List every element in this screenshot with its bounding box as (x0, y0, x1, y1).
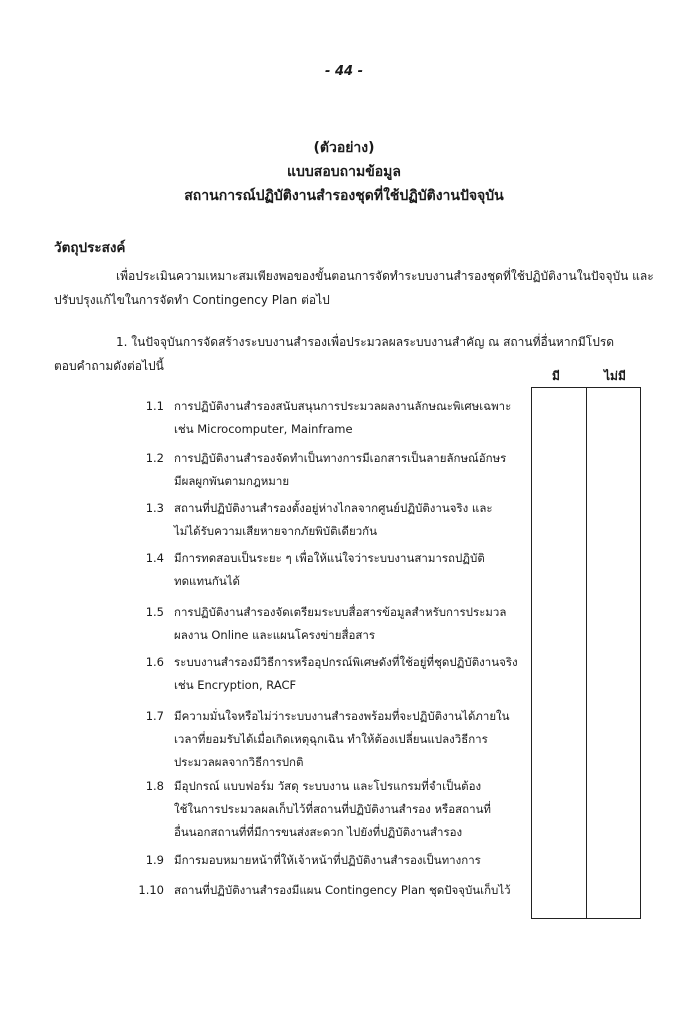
objective-line-1: เพื่อประเมินความเหมาะสมเพียงพอของขั้นตอนการจัดทำระบบงานสำรองชุดที่ใช้ปฏิบัติงานในปัจจุบัน และ (116, 269, 654, 283)
item-text-line: ใช้ในการประมวลผลเก็บไว้ที่สถานที่ปฏิบัติงานสำรอง หรือสถานที่ (174, 802, 492, 816)
item-text-line: การปฏิบัติงานสำรองสนับสนุนการประมวลผลงานลักษณะพิเศษเฉพาะ (174, 399, 512, 413)
question-item (130, 705, 525, 774)
item-text (174, 879, 525, 902)
item-text-line: มีการทดสอบเป็นระยะ ๆ เพื่อให้แน่ใจว่าระบบงานสามารถปฏิบัติ (174, 551, 485, 565)
item-number: 1.4 (145, 551, 164, 565)
item-text-line: มีอุปกรณ์ แบบฟอร์ม วัสดุ ระบบงาน และโปรแกรมที่จำเป็นต้อง (174, 779, 482, 793)
item-text-line: มีผลผูกพันตามกฎหมาย (174, 474, 290, 488)
item-text-line: ผลงาน Online และแผนโครงข่ายสื่อสาร (174, 628, 376, 642)
item-text-line: สถานที่ปฏิบัติงานสำรองตั้งอยู่ห่างไกลจากศูนย์ปฏิบัติงานจริง และ (174, 501, 493, 515)
title-block (0, 136, 688, 208)
title-questionnaire: แบบสอบถามข้อมูล (287, 164, 401, 180)
item-text-line: อื่นนอกสถานที่ที่มีการขนส่งสะดวก ไปยังที่ปฏิบัติงานสำรอง (174, 825, 463, 839)
objective-heading: วัตถุประสงค์ (54, 240, 126, 256)
item-text (174, 447, 525, 493)
answer-table[interactable] (531, 387, 641, 919)
item-text (174, 395, 525, 441)
column-header-yes: มี (552, 369, 560, 383)
column-header-no: ไม่มี (604, 369, 626, 383)
item-number: 1.3 (145, 501, 164, 515)
item-number: 1.8 (145, 779, 164, 793)
item-text (174, 775, 525, 844)
item-number: 1.5 (145, 605, 164, 619)
item-text-line: เช่น Encryption, RACF (174, 678, 297, 692)
item-text-line: ประมวลผลจากวิธีการปกติ (174, 755, 304, 769)
item-text-line: ระบบงานสำรองมีวิธีการหรืออุปกรณ์พิเศษดังที่ใช้อยู่ที่ชุดปฏิบัติงานจริง (174, 655, 518, 669)
item-text-line: มีความมั่นใจหรือไม่ว่าระบบงานสำรองพร้อมที่จะปฏิบัติงานได้ภายใน (174, 709, 510, 723)
question-item (130, 547, 525, 593)
question-line-2: ตอบคำถามดังต่อไปนี้ (54, 359, 164, 373)
item-number: 1.7 (145, 709, 164, 723)
item-text (174, 651, 525, 697)
question-item (130, 497, 525, 543)
page-number: - 44 - (325, 64, 363, 79)
item-text (174, 547, 525, 593)
item-number: 1.1 (145, 399, 164, 413)
question-item (130, 775, 525, 844)
item-number: 1.6 (145, 655, 164, 669)
question-item (130, 651, 525, 697)
item-text-line: สถานที่ปฏิบัติงานสำรองมีแผน Contingency Plan ชุดปัจจุบันเก็บไว้ (174, 883, 511, 897)
item-text (174, 705, 525, 774)
item-text-line: มีการมอบหมายหน้าที่ให้เจ้าหน้าที่ปฏิบัติงานสำรองเป็นทางการ (174, 853, 481, 867)
item-text-line: เวลาที่ยอมรับได้เมื่อเกิดเหตุฉุกเฉิน ทำให้ต้องเปลี่ยนแปลงวิธีการ (174, 732, 488, 746)
question-item (130, 601, 525, 647)
item-number: 1.9 (145, 853, 164, 867)
item-text-line: ทดแทนกันได้ (174, 574, 240, 588)
title-example: (ตัวอย่าง) (313, 140, 375, 156)
title-subject: สถานการณ์ปฏิบัติงานสำรองชุดที่ใช้ปฏิบัติงานปัจจุบัน (184, 188, 504, 204)
item-text-line: ไม่ได้รับความเสียหายจากภัยพิบัติเดียวกัน (174, 524, 377, 538)
item-number: 1.10 (138, 883, 164, 897)
item-text (174, 601, 525, 647)
question-item (130, 849, 525, 872)
item-text (174, 849, 525, 872)
question-item (130, 395, 525, 441)
question-item (130, 447, 525, 493)
question-line-1: 1. ในปัจจุบันการจัดสร้างระบบงานสำรองเพื่อประมวลผลระบบงานสำคัญ ณ สถานที่อื่นหากมีโปรด (116, 335, 615, 349)
question-paragraph (54, 330, 650, 378)
item-number: 1.2 (145, 451, 164, 465)
item-text (174, 497, 525, 543)
question-item (130, 879, 525, 902)
item-text-line: การปฏิบัติงานสำรองจัดทำเป็นทางการมีเอกสารเป็นลายลักษณ์อักษร (174, 451, 507, 465)
objective-paragraph (54, 264, 654, 312)
objective-line-2: ปรับปรุงแก้ไขในการจัดทำ Contingency Plan ต่อไป (54, 293, 330, 307)
item-text-line: เช่น Microcomputer, Mainframe (174, 422, 353, 436)
answer-column-divider (586, 388, 587, 918)
item-text-line: การปฏิบัติงานสำรองจัดเตรียมระบบสื่อสารข้อมูลสำหรับการประมวล (174, 605, 507, 619)
